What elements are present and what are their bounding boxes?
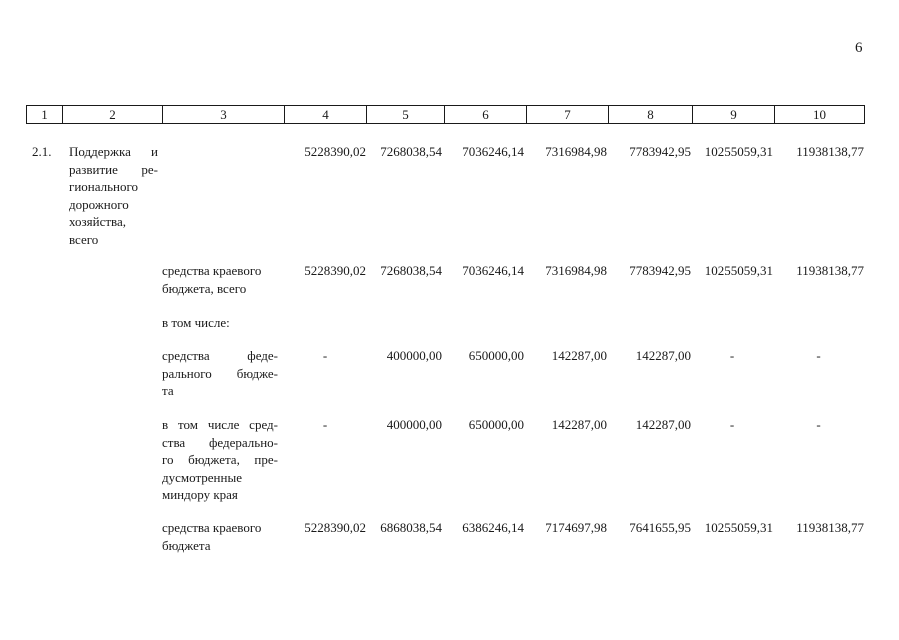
value-col-6: 6386246,14: [462, 520, 524, 535]
program-name-line: всего: [69, 231, 99, 247]
funding-source-line: средства краевого: [162, 263, 262, 278]
program-name: [69, 143, 158, 248]
value-col-8: 142287,00: [635, 417, 691, 432]
funding-source-line: средства феде-: [162, 348, 278, 363]
funding-source: [162, 519, 278, 554]
value-col-7: 142287,00: [551, 348, 607, 363]
funding-source-line: го бюджета, пре-: [162, 452, 278, 467]
funding-source-line: ства федерально-: [162, 434, 278, 450]
funding-source-line: миндору края: [162, 487, 238, 502]
column-header: 6: [445, 106, 527, 124]
value-col-8: 7783942,95: [629, 144, 691, 159]
value-col-9: -: [729, 417, 735, 432]
column-header: 1: [27, 106, 63, 124]
funding-source-line: в том числе сред-: [162, 417, 278, 432]
value-col-10: 11938138,77: [796, 144, 864, 159]
value-col-10: 11938138,77: [796, 263, 864, 278]
value-col-9: 10255059,31: [704, 263, 773, 278]
value-col-5: 6868038,54: [380, 520, 442, 535]
funding-source: [162, 262, 278, 297]
value-col-5: 7268038,54: [380, 263, 442, 278]
column-header: 5: [367, 106, 445, 124]
page-number: 6: [855, 40, 863, 56]
value-col-6: 7036246,14: [462, 263, 524, 278]
value-col-9: 10255059,31: [704, 144, 773, 159]
row-number: 2.1.: [32, 144, 52, 159]
program-name-line: дорожного: [69, 196, 129, 212]
value-col-5: 400000,00: [386, 348, 442, 363]
value-col-5: 7268038,54: [380, 144, 442, 159]
column-header: 9: [693, 106, 775, 124]
funding-source-line: бюджета: [162, 537, 211, 553]
funding-source-line: рального бюдже-: [162, 365, 278, 381]
header-row: [27, 106, 865, 124]
value-col-9: 10255059,31: [704, 520, 773, 535]
value-col-4: 5228390,02: [304, 144, 366, 159]
value-col-4: 5228390,02: [304, 520, 366, 535]
column-header: 3: [163, 106, 285, 124]
program-name-line: хозяйства,: [69, 214, 127, 229]
value-col-4: 5228390,02: [304, 263, 366, 278]
program-name-line: Поддержка и: [69, 144, 158, 159]
value-col-7: 7316984,98: [545, 144, 607, 159]
funding-source-line: дусмотренные: [162, 469, 242, 485]
value-col-4: -: [322, 417, 328, 432]
column-header: 4: [285, 106, 367, 124]
value-col-9: -: [729, 348, 735, 363]
value-col-8: 142287,00: [635, 348, 691, 363]
value-col-6: 7036246,14: [462, 144, 524, 159]
value-col-6: 650000,00: [468, 348, 524, 363]
value-col-6: 650000,00: [468, 417, 524, 432]
value-col-7: 7174697,98: [545, 520, 607, 535]
column-header: 2: [63, 106, 163, 124]
program-name-line: развитие ре-: [69, 161, 158, 177]
funding-source: [162, 347, 278, 400]
column-header: 8: [609, 106, 693, 124]
value-col-10: -: [816, 417, 821, 432]
column-header: 7: [527, 106, 609, 124]
value-col-4: -: [322, 348, 328, 363]
value-col-7: 142287,00: [551, 417, 607, 432]
value-col-8: 7783942,95: [629, 263, 691, 278]
value-col-10: -: [816, 348, 821, 363]
funding-source-subheading: в том числе:: [162, 315, 230, 330]
column-header: 10: [775, 106, 865, 124]
funding-source: [162, 416, 278, 504]
funding-source-line: бюджета, всего: [162, 280, 247, 296]
value-col-5: 400000,00: [386, 417, 442, 432]
column-header-table: [26, 105, 865, 124]
value-col-7: 7316984,98: [545, 263, 607, 278]
program-name-line: гионального: [69, 179, 139, 194]
funding-source-line: та: [162, 383, 174, 398]
value-col-10: 11938138,77: [796, 520, 864, 535]
funding-source-line: средства краевого: [162, 520, 262, 535]
value-col-8: 7641655,95: [629, 520, 691, 535]
